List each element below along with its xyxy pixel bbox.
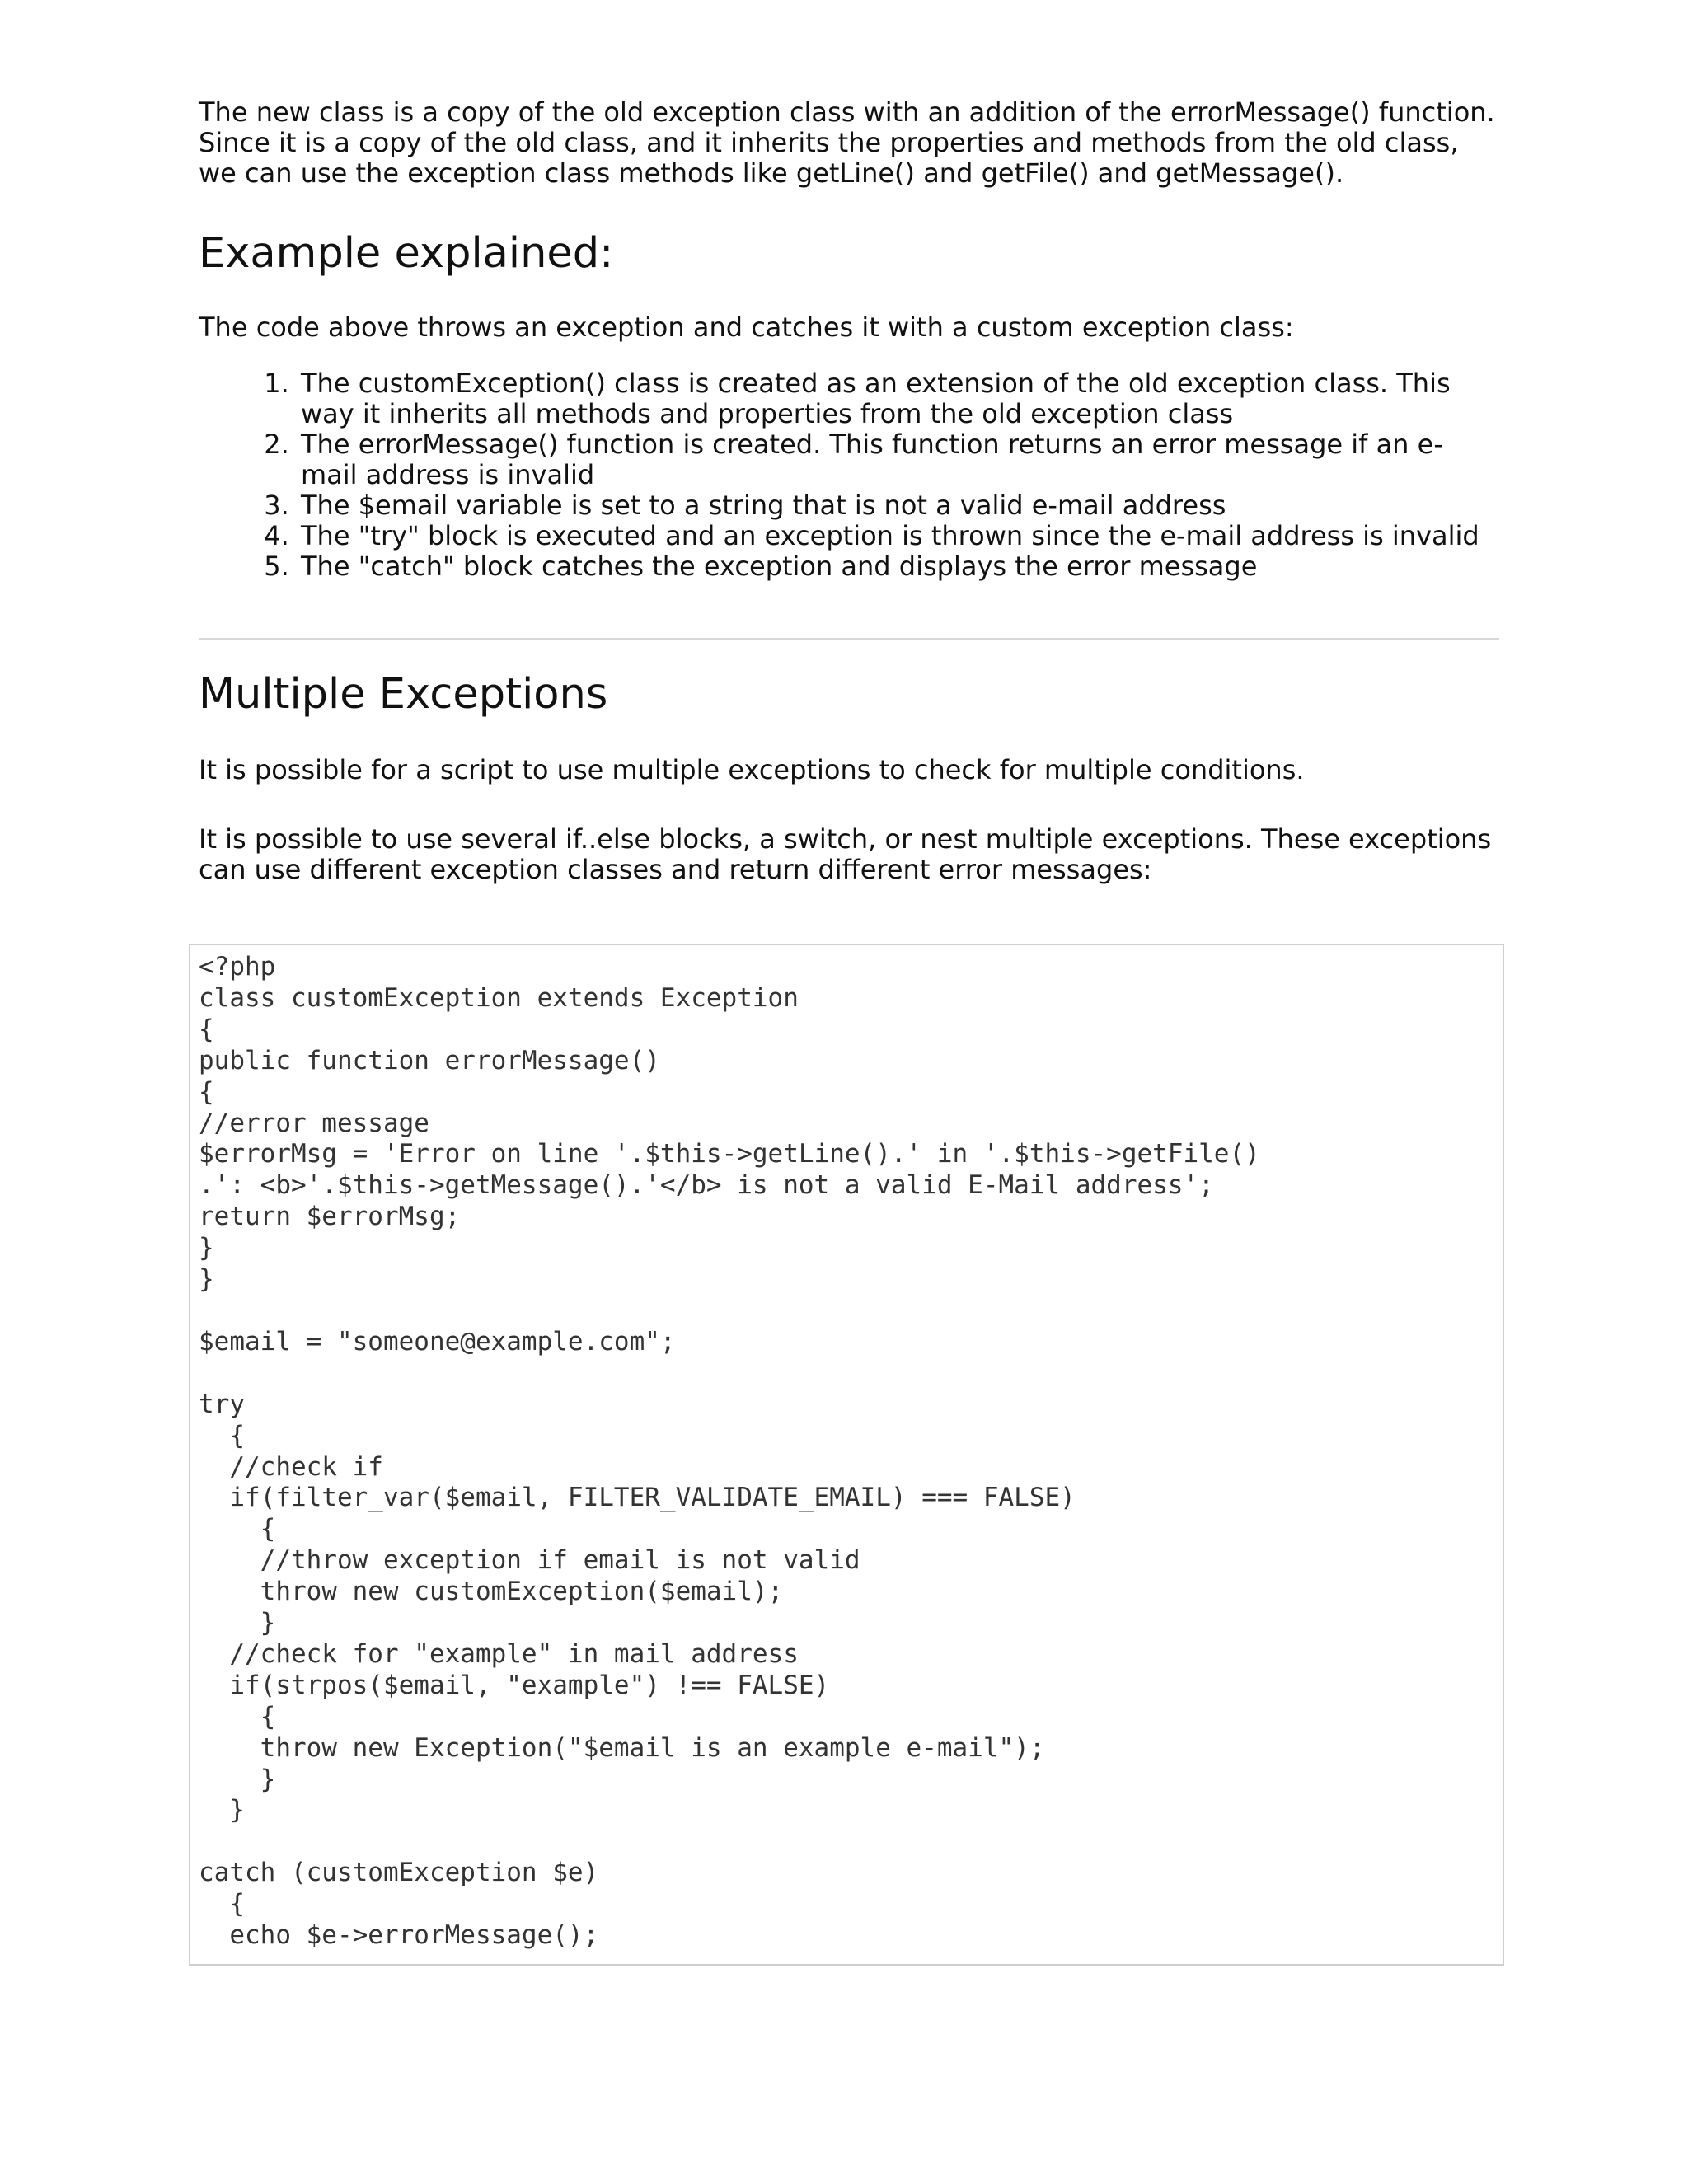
multiple-exceptions-heading: Multiple Exceptions [199, 670, 608, 719]
list-item: 2. The errorMessage() function is created. This function returns an error message if an e-mail address is invalid [298, 429, 1499, 490]
example-steps-list [199, 368, 1499, 582]
intro-paragraph: The new class is a copy of the old exception class with an addition of the errorMessage() function. Since it is a copy of the old class, and it inherits the properties and methods from the old class, we can use the exception class methods like getLine() and getFile() and getMessage(). [199, 96, 1495, 189]
multiple-intro-paragraph: It is possible for a script to use multiple exceptions to check for multiple conditions. [199, 754, 1305, 785]
list-item: 1. The customException() class is created as an extension of the old exception class. This way it inherits all methods and properties from the old exception class [298, 368, 1499, 429]
document-page [199, 97, 1499, 885]
multiple-detail-paragraph: It is possible to use several if..else blocks, a switch, or nest multiple exceptions. These exceptions can use different exception classes and return different error messages: [199, 823, 1492, 885]
php-code-block[interactable]: <?php class customException extends Exception { public function errorMessage() { //error message $errorMsg = 'Error on line '.$this->getLine().' in '.$this->getFile() .': <b>'.$this->getMessage().'</b> is not a valid E-Mail address'; return $errorMsg; } } $email = "someone@example.com"; try { //check if if(filter_var($email, FILTER_VALIDATE_EMAIL) === FALSE) { //throw exception if email is not valid throw new customException($email); } //check for "example" in mail address if(strpos($email, "example") !== FALSE) { throw new Exception("$email is an example e-mail"); } } catch (customException $e) { echo $e->errorMessage(); [199, 952, 1260, 1951]
section-divider [199, 638, 1499, 640]
list-item: 3. The $email variable is set to a string that is not a valid e-mail address [298, 490, 1499, 521]
example-summary-paragraph: The code above throws an exception and catches it with a custom exception class: [199, 312, 1294, 343]
list-item: 4. The "try" block is executed and an exception is thrown since the e-mail address is invalid [298, 521, 1499, 551]
list-item: 5. The "catch" block catches the exception and displays the error message [298, 551, 1499, 582]
example-explained-heading: Example explained: [199, 229, 614, 278]
code-example-box[interactable] [189, 944, 1504, 1966]
